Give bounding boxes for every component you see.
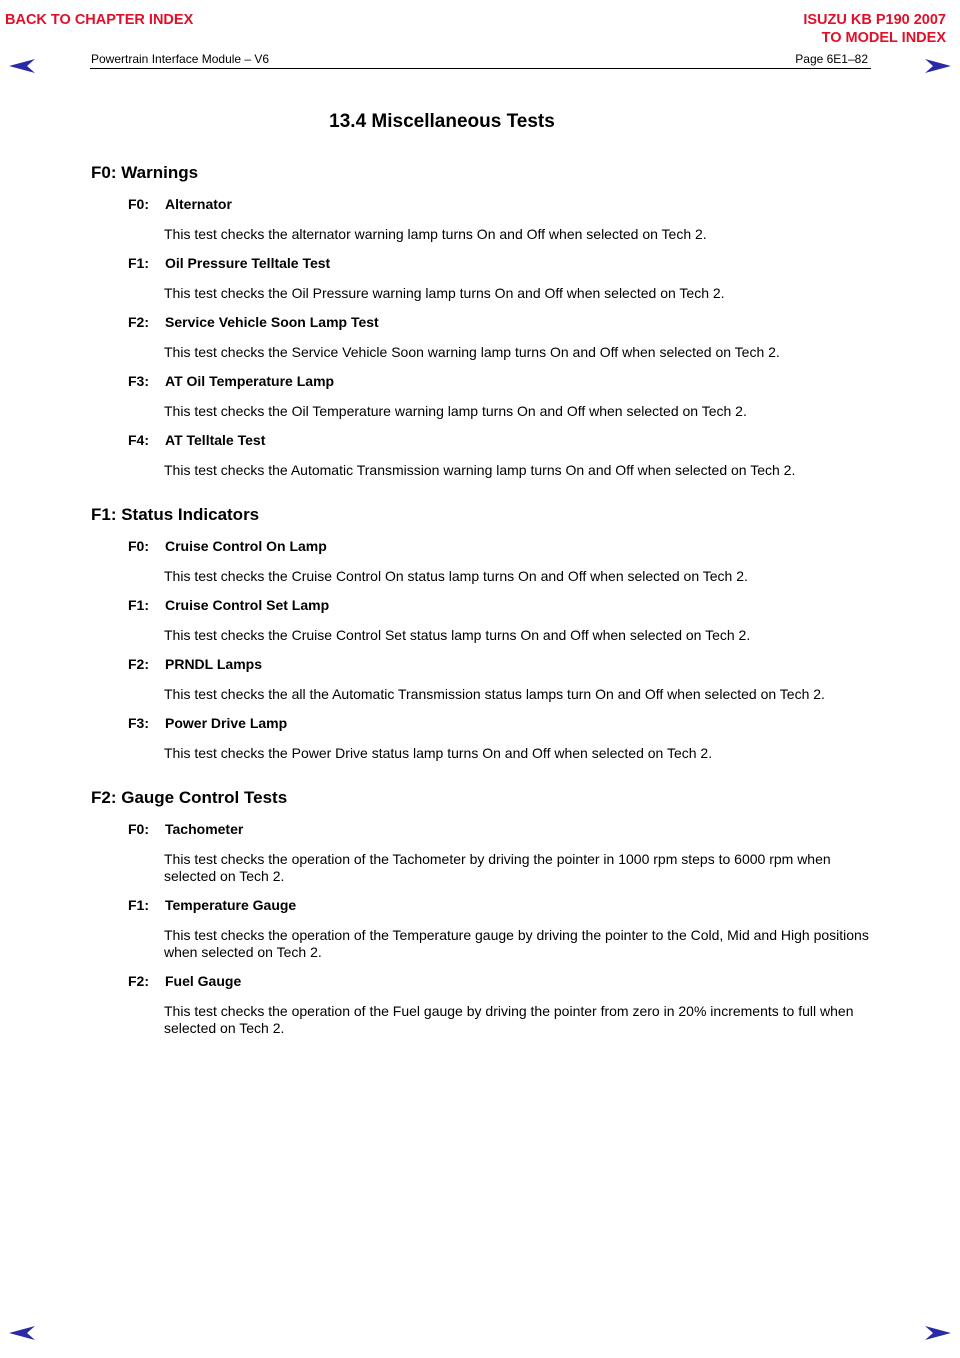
test-description: This test checks the Oil Pressure warning lamp turns On and Off when selected on Tech 2. [164, 285, 725, 301]
test-code: F3: [128, 715, 149, 731]
test-code: F2: [128, 973, 149, 989]
test-title: AT Oil Temperature Lamp [165, 373, 335, 389]
test-title: Cruise Control Set Lamp [165, 597, 330, 613]
section-title: 13.4 Miscellaneous Tests [329, 111, 555, 132]
next-page-arrow-icon[interactable] [924, 1325, 952, 1341]
next-page-arrow-icon[interactable] [924, 58, 952, 74]
test-description: This test checks the Cruise Control On status lamp turns On and Off when selected on Tech 2. [164, 568, 748, 584]
page-number: Page 6E1–82 [795, 52, 868, 66]
previous-page-arrow-icon[interactable] [8, 1325, 36, 1341]
test-code: F0: [128, 196, 149, 212]
group-heading-gauge-control-tests: F2: Gauge Control Tests [91, 788, 288, 807]
test-description: This test checks the Cruise Control Set status lamp turns On and Off when selected on Tech 2. [164, 627, 751, 643]
test-code: F0: [128, 538, 149, 554]
test-code: F2: [128, 314, 149, 330]
test-title: Cruise Control On Lamp [165, 538, 327, 554]
previous-page-arrow-icon[interactable] [8, 58, 36, 74]
test-title: Oil Pressure Telltale Test [165, 255, 331, 271]
test-title: Temperature Gauge [165, 897, 297, 913]
test-description: This test checks the alternator warning lamp turns On and Off when selected on Tech 2. [164, 226, 707, 242]
test-description: This test checks the operation of the Temperature gauge by driving the pointer to the Cold, Mid and High positions when selected on Tech 2. [164, 927, 869, 960]
test-title: Tachometer [165, 821, 244, 837]
back-to-chapter-index-link[interactable]: BACK TO CHAPTER INDEX [5, 12, 194, 28]
test-title: AT Telltale Test [165, 432, 266, 448]
test-code: F2: [128, 656, 149, 672]
test-description: This test checks the Service Vehicle Soon warning lamp turns On and Off when selected on Tech 2. [164, 344, 780, 360]
test-code: F1: [128, 255, 149, 271]
test-code: F3: [128, 373, 149, 389]
group-heading-status-indicators: F1: Status Indicators [91, 505, 260, 524]
group-heading-warnings: F0: Warnings [91, 163, 199, 182]
test-code: F1: [128, 597, 149, 613]
to-model-index-link[interactable]: TO MODEL INDEX [821, 30, 946, 46]
test-title: Alternator [165, 196, 232, 212]
test-code: F1: [128, 897, 149, 913]
test-description: This test checks the all the Automatic Transmission status lamps turn On and Off when selected on Tech 2. [164, 686, 825, 702]
test-title: Fuel Gauge [165, 973, 242, 989]
test-description: This test checks the operation of the Fuel gauge by driving the pointer from zero in 20% increments to full when selected on Tech 2. [164, 1003, 854, 1036]
test-title: Service Vehicle Soon Lamp Test [165, 314, 379, 330]
test-description: This test checks the Automatic Transmission warning lamp turns On and Off when selected on Tech 2. [164, 462, 796, 478]
running-header-title: Powertrain Interface Module – V6 [91, 52, 270, 66]
test-title: PRNDL Lamps [165, 656, 262, 672]
test-description: This test checks the Oil Temperature warning lamp turns On and Off when selected on Tech 2. [164, 403, 747, 419]
test-code: F0: [128, 821, 149, 837]
model-title-link[interactable]: ISUZU KB P190 2007 [803, 12, 946, 28]
header-divider [90, 68, 871, 69]
test-code: F4: [128, 432, 149, 448]
test-title: Power Drive Lamp [165, 715, 288, 731]
test-description: This test checks the operation of the Tachometer by driving the pointer in 1000 rpm steps to 6000 rpm when selected on Tech 2. [164, 851, 831, 884]
test-description: This test checks the Power Drive status lamp turns On and Off when selected on Tech 2. [164, 745, 713, 761]
